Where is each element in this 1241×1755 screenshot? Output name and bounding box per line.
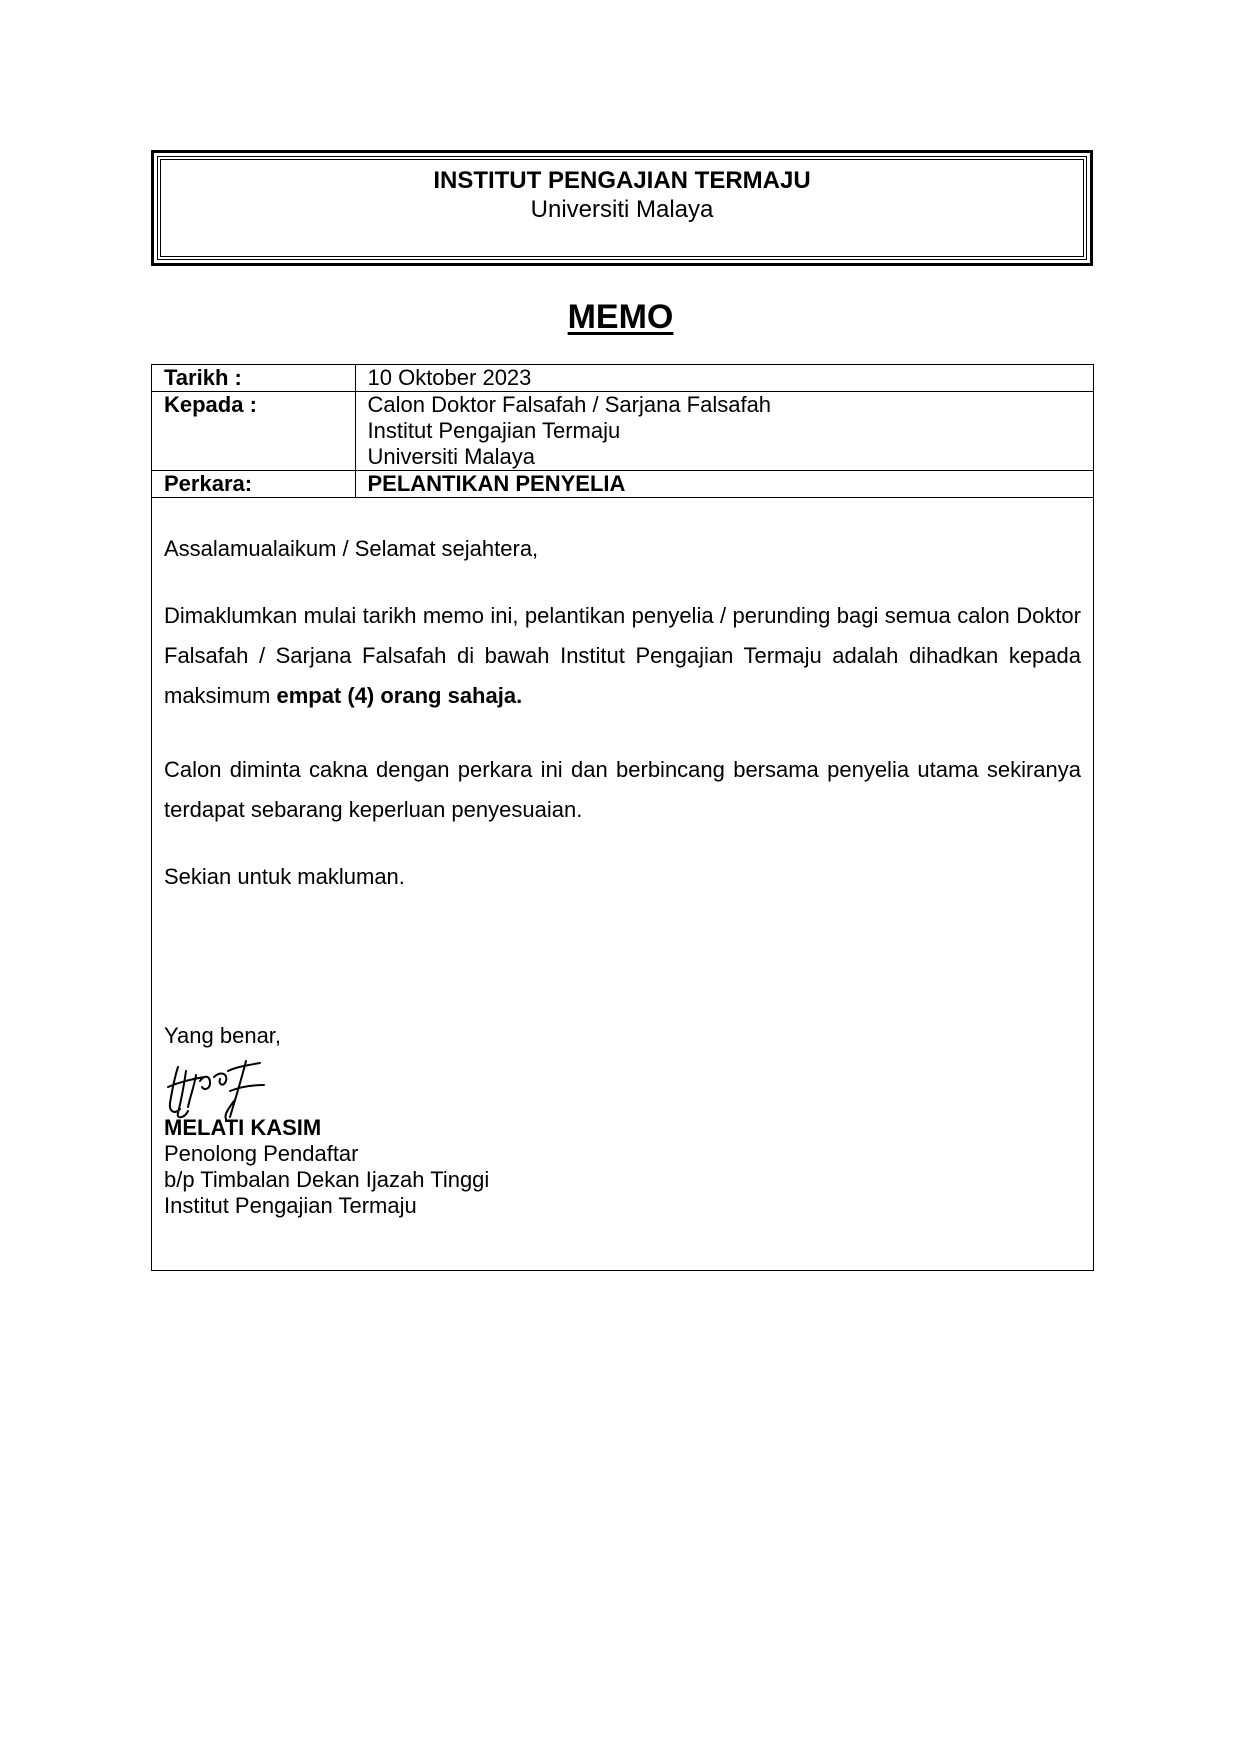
subject-value: PELANTIKAN PENYELIA	[355, 471, 1093, 498]
paragraph-main-text: Dimaklumkan mulai tarikh memo ini, pelantikan penyelia / perunding bagi semua calon Doktor Falsafah / Sarjana Falsafah di bawah Institut Pengajian Termaju adalah dihadkan kepada maksimum	[164, 603, 1081, 708]
closing-note: Sekian untuk makluman.	[164, 864, 405, 889]
signer-title: b/p Timbalan Dekan Ijazah Tinggi	[164, 1167, 490, 1192]
paragraph-secondary: Calon diminta cakna dengan perkara ini dan berbincang bersama penyelia utama sekiranya terdapat sebarang keperluan penyesuaian.	[164, 757, 1081, 822]
handwritten-signature	[164, 1057, 274, 1121]
date-row	[152, 365, 1093, 392]
greeting: Assalamualaikum / Selamat sejahtera,	[164, 536, 539, 561]
memo-meta-table	[152, 365, 1093, 498]
subject-row	[152, 471, 1093, 498]
closing-salutation: Yang benar,	[164, 1023, 282, 1048]
signer-name: MELATI KASIM	[164, 1115, 322, 1140]
university-name: Universiti Malaya	[530, 196, 714, 223]
letterhead-box	[151, 150, 1093, 266]
paragraph-main	[164, 596, 1081, 716]
recipient-line: Universiti Malaya	[367, 444, 535, 469]
recipient-value	[355, 392, 1093, 471]
subject-label: Perkara:	[152, 471, 355, 498]
letterhead-content	[160, 159, 1084, 257]
memo-box	[151, 364, 1094, 1271]
recipient-line: Institut Pengajian Termaju	[367, 418, 621, 443]
date-value: 10 Oktober 2023	[355, 365, 1093, 392]
signature-block	[164, 1023, 1081, 1219]
letterhead-inner-frame	[157, 156, 1087, 260]
memo-title: MEMO	[567, 298, 674, 336]
signer-title: Penolong Pendaftar	[164, 1141, 359, 1166]
signer-title: Institut Pengajian Termaju	[164, 1193, 417, 1218]
recipient-row	[152, 392, 1093, 471]
recipient-label: Kepada :	[152, 392, 355, 471]
recipient-line: Calon Doktor Falsafah / Sarjana Falsafah	[367, 392, 772, 417]
paragraph-main-emphasis: empat (4) orang sahaja.	[276, 683, 523, 708]
memo-body	[152, 498, 1093, 1219]
institute-name: INSTITUT PENGAJIAN TERMAJU	[433, 167, 811, 194]
date-label: Tarikh :	[152, 365, 355, 392]
